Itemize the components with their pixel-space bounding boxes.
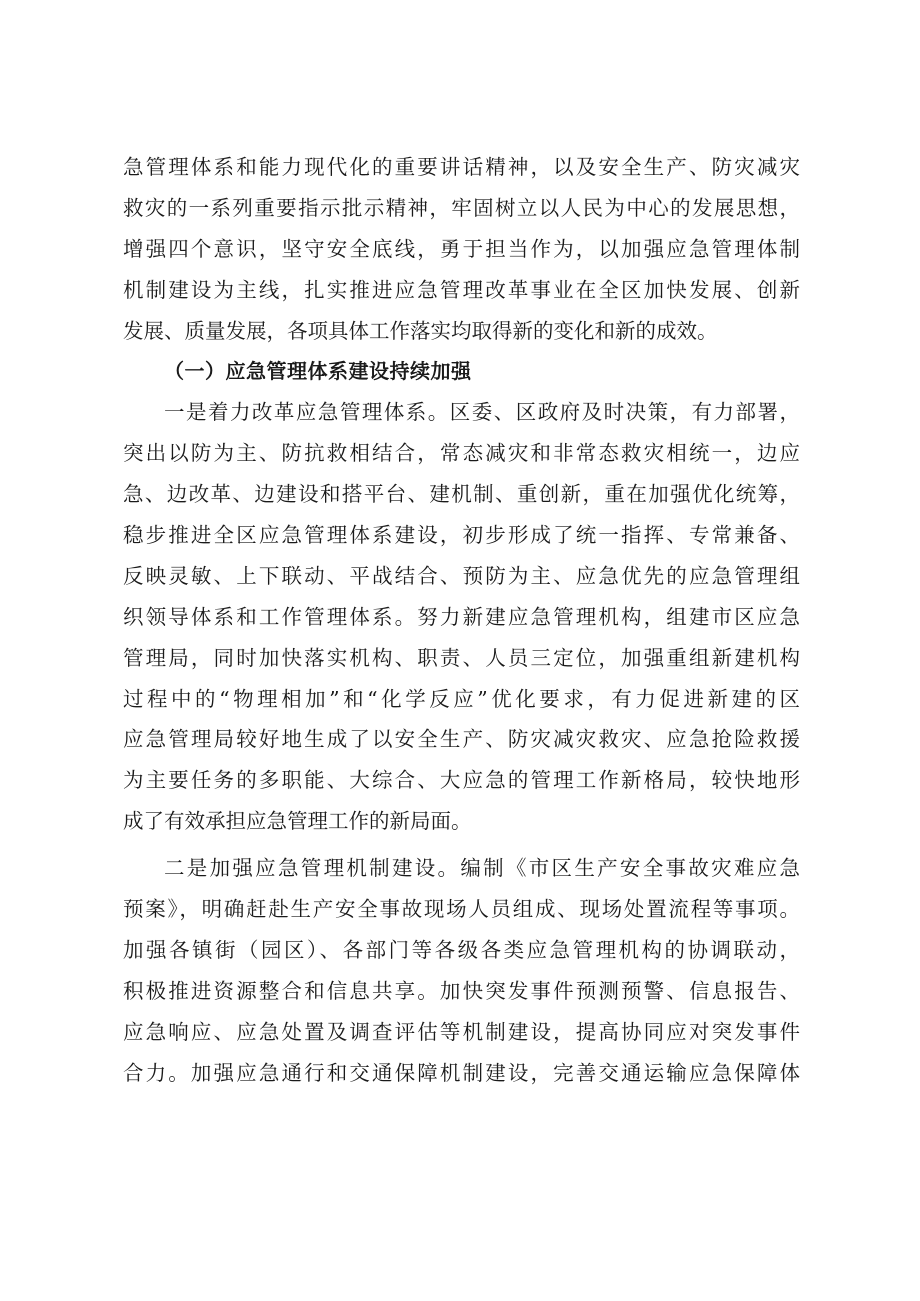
paragraph-one (123, 392, 800, 842)
text-line: 突出以防为主、防抗救相结合，常态减灾和非常态救灾相统一，边应 (123, 441, 800, 466)
text-line: 为主要任务的多职能、大综合、大应急的管理工作新格局，较快地形 (123, 768, 800, 793)
text-line: 急管理体系和能力现代化的重要讲话精神，以及安全生产、防灾减灾 (123, 155, 800, 179)
text-line: 急、边改革、边建设和搭平台、建机制、重创新，重在加强优化统筹， (123, 482, 800, 507)
text-line: 合力。加强应急通行和交通保障机制建设，完善交通运输应急保障体 (123, 1060, 800, 1085)
text-line: 机制建设为主线，扎实推进应急管理改革事业在全区加快发展、创新 (123, 277, 800, 302)
text-line: 织领导体系和工作管理体系。努力新建应急管理机构，组建市区应急 (123, 604, 800, 629)
paragraph-two (123, 848, 800, 1093)
text-line: 过程中的“物理相加”和“化学反应”优化要求，有力促进新建的区 (123, 686, 800, 711)
section-heading: （一）应急管理体系建设持续加强 (164, 359, 472, 384)
text-line: 应急响应、应急处置及调查评估等机制建设，提高协同应对突发事件 (123, 1019, 800, 1044)
text-line: 稳步推进全区应急管理体系建设，初步形成了统一指挥、专常兼备、 (123, 523, 800, 548)
text-line: 加强各镇街（园区）、各部门等各级各类应急管理机构的协调联动， (123, 937, 800, 962)
text-line: 反映灵敏、上下联动、平战结合、预防为主、应急优先的应急管理组 (123, 563, 800, 588)
paragraph-intro (123, 147, 800, 351)
text-line: 预案》，明确赶赴生产安全事故现场人员组成、现场处置流程等事项。 (123, 897, 800, 922)
text-line: 一是着力改革应急管理体系。区委、区政府及时决策，有力部署， (164, 400, 800, 425)
text-line: 应急管理局较好地生成了以安全生产、防灾减灾救灾、应急抢险救援 (123, 727, 800, 752)
document-body (123, 147, 800, 1093)
text-line: 积极推进资源整合和信息共享。加快突发事件预测预警、信息报告、 (123, 978, 800, 1003)
text-line: 二是加强应急管理机制建设。编制《市区生产安全事故灾难应急 (164, 856, 800, 881)
text-line: 救灾的一系列重要指示批示精神，牢固树立以人民为中心的发展思想， (123, 195, 800, 220)
text-line: 成了有效承担应急管理工作的新局面。 (123, 809, 472, 834)
text-line: 发展、质量发展，各项具体工作落实均取得新的变化和新的成效。 (123, 318, 718, 343)
text-line: 管理局，同时加快落实机构、职责、人员三定位，加强重组新建机构 (123, 645, 800, 670)
text-line: 增强四个意识，坚守安全底线，勇于担当作为，以加强应急管理体制 (123, 236, 800, 261)
